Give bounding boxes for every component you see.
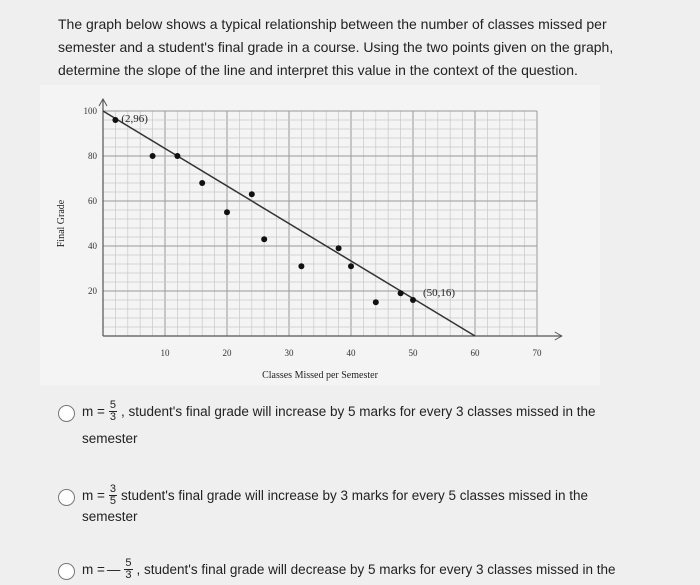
denominator: 5 (109, 495, 117, 507)
y-tick-label: 40 (88, 241, 97, 251)
y-axis-label: Final Grade (56, 199, 67, 248)
option-prefix: m = (82, 562, 105, 577)
numerator: 3 (109, 483, 117, 495)
numerator: 5 (109, 399, 117, 411)
option-prefix: m = (82, 404, 105, 419)
data-point (112, 117, 118, 123)
numerator: 5 (125, 557, 132, 569)
option-text: , student's final grade will increase by 5 marks for every 3 classes missed in the (121, 404, 596, 419)
scatter-chart (40, 85, 600, 385)
option-text: student's final grade will increase by 3 marks for every 5 classes missed in the (121, 488, 589, 503)
y-tick-label: 100 (83, 106, 97, 116)
denominator: 3 (109, 411, 117, 423)
y-tick-label: 60 (88, 196, 97, 206)
data-point (348, 263, 354, 269)
fraction (124, 558, 132, 581)
data-point (336, 245, 342, 251)
x-tick-label: 30 (284, 348, 294, 358)
data-point (261, 236, 267, 242)
point-annotation: (50,16) (423, 287, 456, 299)
data-point (150, 153, 156, 159)
fraction (109, 484, 117, 507)
x-tick-label: 50 (408, 348, 418, 358)
chart-background (40, 85, 600, 385)
y-tick-label: 20 (88, 286, 97, 296)
data-point (199, 180, 205, 186)
data-point (249, 191, 255, 197)
question-text: The graph below shows a typical relationship between the number of classes missed per semester and a student's final grade in a course. Using the two points given on the graph, determine the slope of the line and interpret this value in the context of the question. (58, 16, 614, 78)
x-tick-label: 20 (222, 348, 232, 358)
option-sign: — (106, 562, 121, 577)
radio-button[interactable] (58, 563, 75, 580)
data-point (398, 290, 404, 296)
option-text-cont: semester (82, 509, 138, 524)
x-tick-label: 10 (160, 348, 170, 358)
data-point (373, 299, 379, 305)
x-tick-label: 60 (470, 348, 480, 358)
option-text: , student's final grade will decrease by 5 marks for every 3 classes missed in the (136, 562, 616, 577)
y-tick-label: 80 (88, 151, 97, 161)
x-tick-label: 70 (532, 348, 542, 358)
data-point (410, 297, 416, 303)
radio-button[interactable] (58, 489, 75, 506)
x-tick-label: 40 (346, 348, 356, 358)
option-text-cont: semester (82, 431, 138, 446)
data-point (298, 263, 304, 269)
fraction (109, 400, 117, 423)
x-axis-label: Classes Missed per Semester (262, 370, 378, 381)
option-prefix: m = (82, 488, 105, 503)
denominator: 3 (125, 569, 132, 581)
data-point (174, 153, 180, 159)
point-annotation: (2,96) (121, 113, 148, 125)
radio-button[interactable] (58, 405, 75, 422)
data-point (224, 209, 230, 215)
